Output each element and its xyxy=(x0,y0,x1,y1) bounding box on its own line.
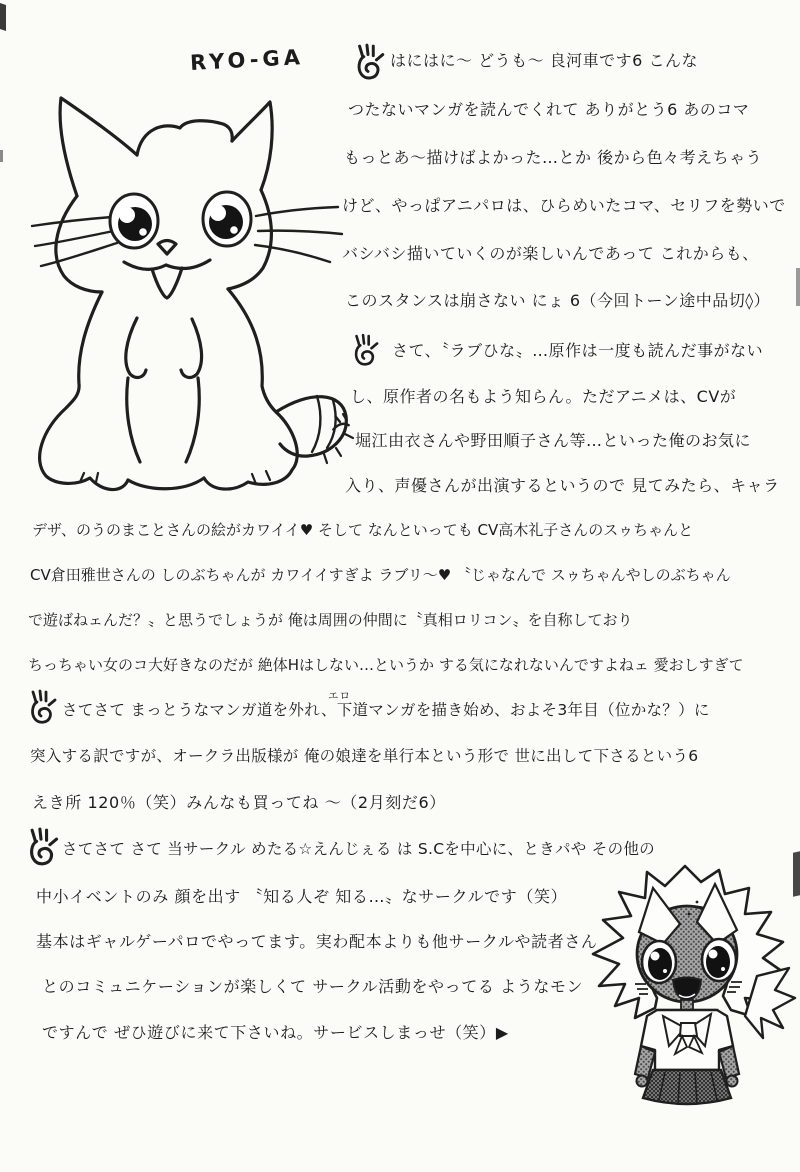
scan-artifact xyxy=(0,3,6,31)
hand-sign-icon xyxy=(350,334,378,368)
hand-sign-icon xyxy=(352,44,384,82)
handwritten-line: さてさて さて 当サークル めたる☆えんじぇる は S.Cを中心に、ときパや その他の xyxy=(62,840,655,858)
handwritten-line: デザ、のうのまことさんの絵がカワイイ♥ そして なんといっても CV高木礼子さんのスゥちゃんと xyxy=(32,521,694,539)
handwritten-line: ですんで ぜひ遊びに来て下さいね。サービスしまっせ（笑）▶ xyxy=(42,1023,509,1042)
handwritten-line: つたないマンガを読んでくれて ありがとう6 あのコマ xyxy=(348,100,750,119)
artist-signature-label: RYO-GA xyxy=(189,45,305,75)
handwritten-line: さて、〝ラブひな〟…原作は一度も読んだ事がない xyxy=(392,341,764,360)
handwritten-line: ちっちゃい女のコ大好きなのだが 絶体Hはしない…というか する気になれないんですよねェ 愛おしすぎて xyxy=(28,656,744,674)
handwritten-line: で遊ばねェんだ？〟と思うでしょうが 俺は周囲の仲間に〝真相ロリコン〟を自称しており xyxy=(28,611,633,629)
handwritten-line: さてさて まっとうなマンガ道を外れ、下道マンガを描き始め、およそ3年目（位かな？）に xyxy=(62,701,710,719)
chibi-girl-drawing xyxy=(585,858,797,1116)
handwritten-line: バシバシ描いていくのが楽しいんであって これからも、 xyxy=(342,244,759,263)
handwritten-line: けど、やっぱアニパロは、ひらめいたコマ、セリフを勢いで xyxy=(342,196,786,215)
scan-artifact xyxy=(796,268,800,306)
handwritten-line: とのコミュニケーションが楽しくて サークル活動をやってる ようなモン xyxy=(42,977,584,996)
handwritten-line: CV倉田雅世さんの しのぶちゃんが カワイイすぎよ ラブリ〜♥ 〝じゃなんで スゥちゃんやしのぶちゃん xyxy=(30,566,731,584)
scan-artifact xyxy=(0,150,3,162)
scan-artifact xyxy=(793,851,800,896)
handwritten-line: 入り、声優さんが出演するというので 見てみたら、キャラ xyxy=(345,476,780,495)
handwritten-line: もっとあ〜描けばよかった…とか 後から色々考えちゃう xyxy=(344,148,763,167)
hand-sign-icon xyxy=(24,828,58,868)
handwritten-line: このスタンスは崩さない にょ 6（今回トーン途中品切◊） xyxy=(345,291,771,310)
handwritten-line: 基本はギャルゲーパロでやってます。実わ配本よりも他サークルや読者さん xyxy=(36,932,598,951)
handwritten-line: 突入する訳ですが、オークラ出版様が 俺の娘達を単行本という形で 世に出して下さるという6 xyxy=(30,747,699,765)
hand-sign-icon xyxy=(26,690,56,726)
cat-mascot-drawing xyxy=(24,78,360,508)
margin-mark xyxy=(330,412,352,434)
handwritten-line: えき所 120％（笑）みんなも買ってね 〜（2月刻だ6） xyxy=(32,793,446,812)
handwritten-line: 中小イベントのみ 顔を出す 〝知る人ぞ 知る…〟なサークルです（笑） xyxy=(36,887,568,906)
handwritten-line: 堀江由衣さんや野田順子さん等…といった俺のお気に xyxy=(355,431,752,450)
furigana-ruby: エロ xyxy=(328,690,351,702)
handwritten-line: し、原作者の名もよう知らん。ただアニメは、CVが xyxy=(350,387,737,406)
handwritten-line: はにはに〜 どうも〜 良河車です6 こんな xyxy=(390,51,698,70)
